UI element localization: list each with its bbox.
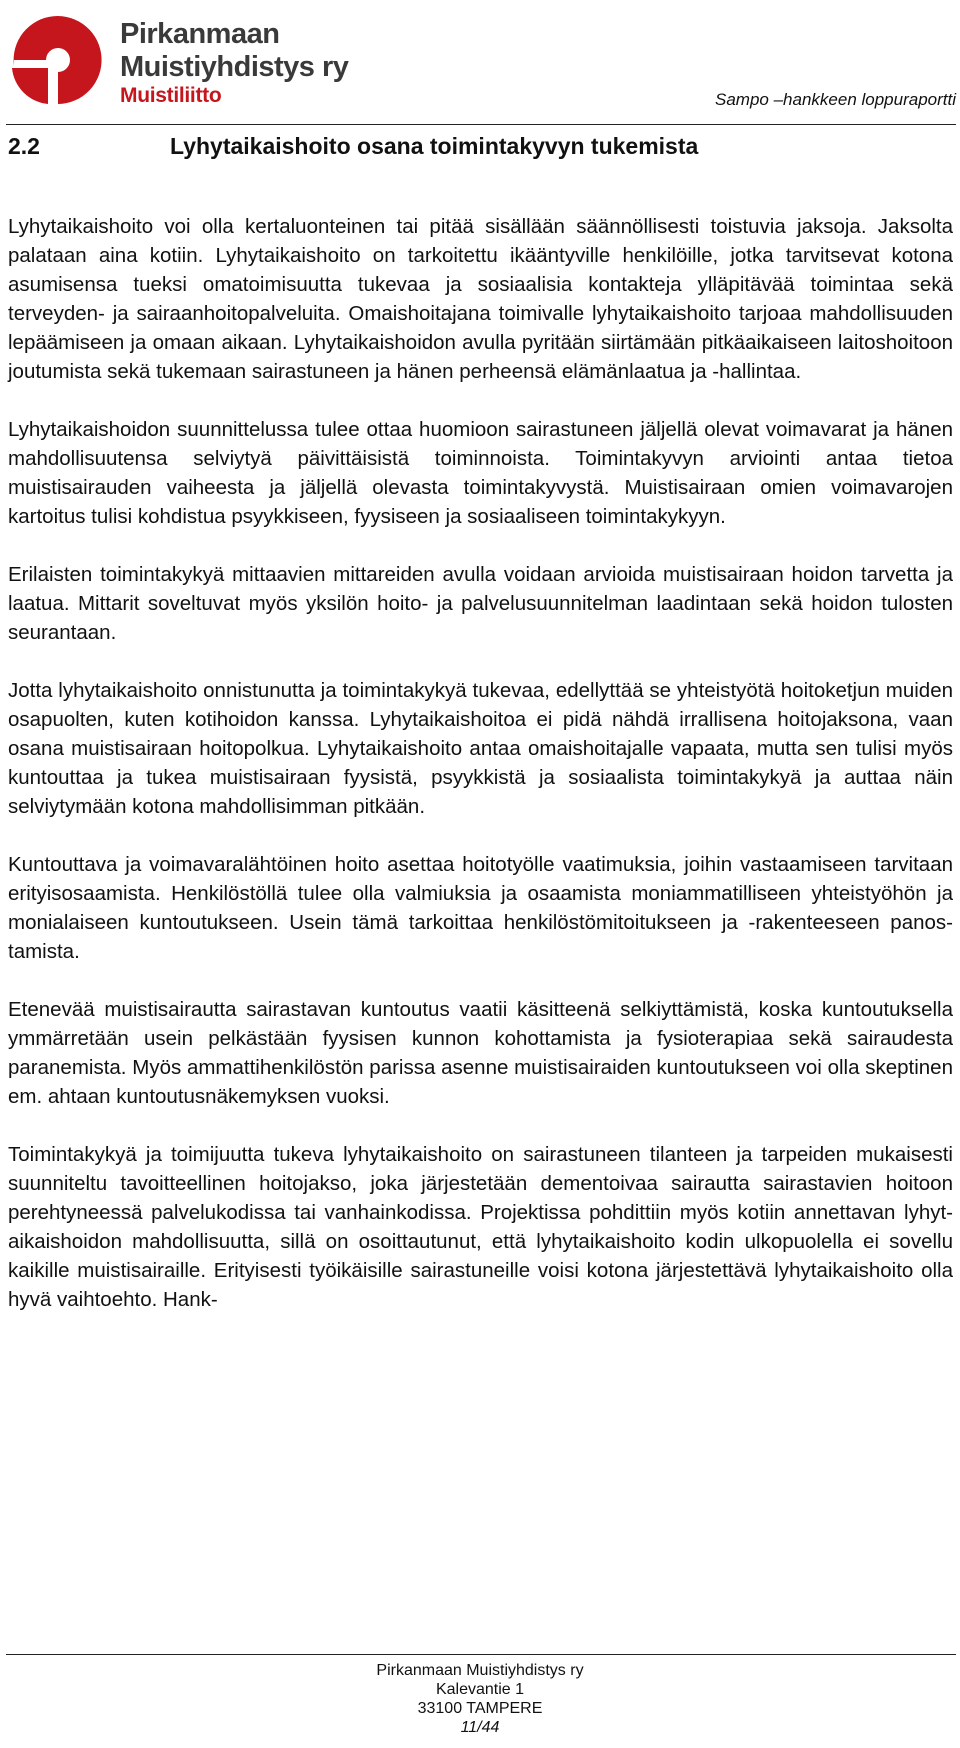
paragraph: Jotta lyhytaikaishoito onnistunutta ja toimintakykyä tukevaa, edellyttää se yhteistyötä hoitoketjun muiden osapuolten, kuten kotihoidon kanssa. Lyhytaikaishoitoa ei pidä nähdä irrallisena hoitojaksona, vaan osana muistisairaan hoitopolkua. Lyhytaikaishoito antaa omaishoitajalle vapaata, mutta sen tulisi myös kuntouttaa ja tukea muistisairaan fyysistä, psyykkistä ja sosiaalista toimintakykyä ja auttaa näin selviytymään kotona mahdollisimman pitkään. [8,679,953,818]
page-footer [0,1661,960,1737]
footer-street: Kalevantie 1 [435,1681,525,1698]
footer-city: 33100 TAMPERE [417,1700,543,1717]
page-number: 11/44 [460,1719,500,1736]
body-text [8,212,953,1343]
section-title: Lyhytaikaishoito osana toimintakyvyn tukemista [170,133,699,159]
running-header: Sampo –hankkeen loppuraportti [715,90,956,109]
logo-text-line2: Muistiyhdistys ry [120,51,349,83]
organization-logo [6,8,380,108]
logo-mark-icon [6,8,110,108]
paragraph: Toimintakykyä ja toimijuutta tukeva lyhytaikaishoito on sairastuneen tilanteen ja tarpeiden mukaisesti suunniteltu tavoitteellinen hoitojakso, joka järjestetään dementoivaa sairautta sairastavien hoitoon perehtyneessä palvelukodissa tai vanhainkodissa. Projektissa pohdittiin myös kotiin annettavan lyhytaikaishoidon mahdollisuutta, sillä on osoittautunut, että lyhytaikaishoito kodin ulkopuolella ei sovellu kaikille muistisairaille. Erityisesti työikäisille sairastuneille voisi kotona järjestettävä lyhytaikaishoito olla hyvä vaihtoehto. Hank- [8,1143,953,1311]
paragraph: Kuntouttava ja voimavaralähtöinen hoito asettaa hoitotyölle vaatimuksia, joihin vastaamiseen tarvitaan erityisosaamista. Henkilöstöllä tulee olla valmiuksia ja osaamista moniammatilliseen yhteistyöhön ja monialaiseen kuntoutukseen. Usein tämä tarkoittaa henkilöstömitoitukseen ja -rakenteeseen panostamista. [8,853,953,963]
footer-organization: Pirkanmaan Muistiyhdistys ry [376,1662,584,1679]
header-divider [6,124,956,125]
logo-text-line1: Pirkanmaan [120,18,280,50]
paragraph: Erilaisten toimintakykyä mittaavien mittareiden avulla voidaan arvioida muistisairaan hoidon tarvetta ja laatua. Mittarit soveltuvat myös yksilön hoito- ja palvelusuunnitelman laadintaan sekä hoidon tulosten seurantaan. [8,563,953,644]
logo-text-line3: Muistiliitto [120,84,222,107]
footer-divider [6,1654,956,1655]
paragraph: Lyhytaikaishoidon suunnittelussa tulee ottaa huomioon sairastuneen jäljellä olevat voimavarat ja hänen mahdollisuutensa selviytyä päivittäisistä toiminnoista. Toimintakyvyn arviointi antaa tietoa muistisairauden vaiheesta ja jäljellä olevasta toimintakyvystä. Muistisairaan omien voimavarojen kartoitus tulisi kohdistua psyykkiseen, fyysiseen ja sosiaaliseen toimintakykyyn. [8,418,953,528]
paragraph: Lyhytaikaishoito voi olla kertaluonteinen tai pitää sisällään säännöllisesti toistuvia jaksoja. Jaksolta palataan aina kotiin. Lyhytaikaishoito on tarkoitettu ikääntyville henkilöille, jotka tarvitsevat kotona asumisensa tueksi omatoimisuutta tukevaa ja sosiaalisia kontakteja ylläpitävää toimintaa sekä terveyden- ja sairaanhoitopalveluita. Omaishoitajana toimivalle lyhytaikaishoito tarjoaa mahdollisuuden lepäämiseen ja omaan aikaan. Lyhytaikaishoidon avulla pyritään siirtämään pitkäaikaiseen laitoshoitoon joutumista sekä tukemaan sairastuneen ja hänen perheensä elämänlaatua ja -hallintaa. [8,215,953,383]
paragraph: Etenevää muistisairautta sairastavan kuntoutus vaatii käsitteenä selkiyttämistä, koska kuntoutuksella ymmärretään usein pelkästään fyysisen kunnon kohottamista ja fysioterapiaa sekä sairaudesta paranemista. Myös ammattihenkilöstön parissa asenne muistisairaiden kuntoutukseen voi olla skeptinen em. ahtaan kuntoutusnäkemyksen vuoksi. [8,998,953,1108]
section-number: 2.2 [8,133,40,159]
